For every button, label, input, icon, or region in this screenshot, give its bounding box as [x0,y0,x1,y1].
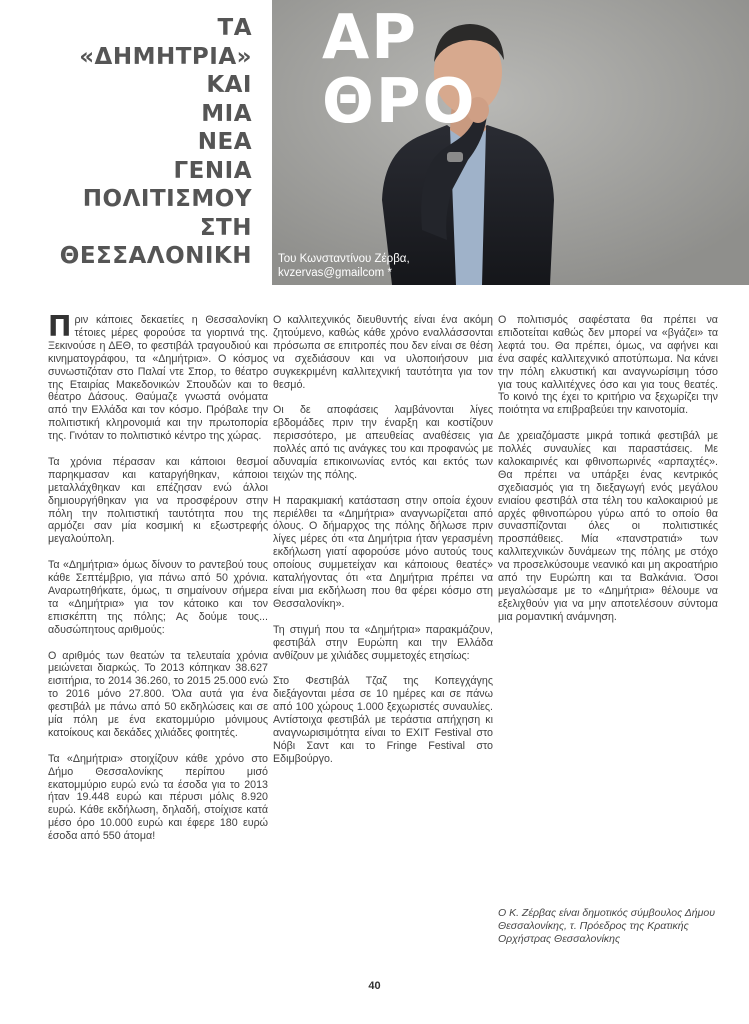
article-column-2 [273,314,493,779]
author-bio: Ο Κ. Ζέρβας είναι δημοτικός σύμβουλος Δήμου Θεσσαλονίκης, τ. Πρόεδρος της Κρατικής Ορχήστρας Θεσσαλονίκης [498,907,715,945]
paragraph: Στο Φεστιβάλ Τζαζ της Κοπεγχάγης διεξάγονται μέσα σε 10 ημέρες και σε πάνω από 100 χώρους 1.000 ξεχωριστές συναυλίες. Αντίστοιχα φεστιβάλ με τεράστια απήχηση κι αναγνωρισιμότητα είναι το EXIT Festival στο Νόβι Σαντ και το Fringe Festival στο Εδιμβούργο. [273,675,493,765]
paragraph: Ο καλλιτεχνικός διευθυντής είναι ένα ακόμη ζητούμενο, καθώς κάθε χρόνο εναλλάσσονται πρόσωπα σε επιτροπές που δεν είναι σε θέση να σχεδιάσουν και να υλοποιήσουν μια συγκεκριμένη καλλιτεχνική ταυτότητα για τον θεσμό. [273,314,493,391]
paragraph: Τα χρόνια πέρασαν και κάποιοι θεσμοί παρηκμασαν και καταργήθηκαν, κάποιοι μεταλλάχθηκαν και επέζησαν ενώ άλλοι δημιουργήθηκαν για να προσφέρουν στην πόλη την πολιτιστική ταυτότητα που της αρμόζει σαν μία κοσμική κι εξωστρεφής μεγαλούπολη. [48,455,268,546]
paragraph: Τα «Δημήτρια» όμως δίνουν το ραντεβού τους κάθε Σεπτέμβριο, για πάνω από 50 χρόνια. Αναρωτηθήκατε, όμως, τι σημαίνουν σήμερα τα «Δημήτρια» για τον κάτοικο και τον επισκέπτη της πόλης; Ας δούμε τους... αδυσώπητους αριθμούς: [48,559,268,636]
headline-line: ΚΑΙ [206,72,252,98]
article-headline [40,14,252,271]
headline-line: ΤΑ [217,15,252,41]
paragraph: Ο πολιτισμός σαφέστατα θα πρέπει να επιδοτείται καθώς δεν μπορεί να «βγάζει» τα λεφτά του. Θα πρέπει, όμως, να αφήνει και ένα σαφές καλλιτεχνικό αποτύπωμα. Να κάνει την πόλη ελκυστική και αναγνωρίσιμη τόσο για τους καλλιτέχνες όσο και για τους θεατές. Το κοινό της έχει το κριτήριο να ξεχωρίζει την ποιότητα να επιβραβεύει την καινοτομία. [498,314,718,417]
dropcap: Π [48,310,72,343]
paragraph: Τη στιγμή που τα «Δημήτρια» παρακμάζουν, φεστιβάλ στην Ευρώπη και την Ελλάδα ανθίζουν με χιλιάδες συμμετοχές ετησίως: [273,623,493,662]
author-email: kvzervas@gmailcom * [278,267,392,279]
paragraph: Οι δε αποφάσεις λαμβάνονται λίγες εβδομάδες πριν την έναρξη και κοστίζουν περισσότερο, με απευθείας αναθέσεις για πολλές από τις ανάγκες του και προφανώς με αδυναμία επικοινωνίας εντός και εκτός των τειχών της πόλης. [273,404,493,481]
paragraph-text: ριν κάποιες δεκαετίες η Θεσσαλονίκη τέτοιες μέρες φορούσε τα γιορτινά της. Ξεκινούσε η ΔΕΘ, το φεστιβάλ τραγουδιού και κινηματογράφου, τα «Δημήτρια». Ο κόσμος συνωστιζόταν στο Παλαί ντε Σπορ, το θέατρο της Εταιρίας Μακεδονικών Σπουδών και το θέατρο Δάσους. Θαύμαζε γνωστά ονόματα από την Ελλάδα και τον κόσμο. Πρόβαλε την πολιτιστική κληρονομιά και την πρωτοπορία της. Γινόταν το πολιτιστικό κέντρο της χώρας. [48,314,268,443]
author-credit [278,252,410,280]
section-tag-line: ΑΡ [322,2,418,73]
section-tag [322,2,482,137]
headline-line: ΜΙΑ [201,100,252,127]
paragraph: Ο αριθμός των θεατών τα τελευταία χρόνια μειώνεται διαρκώς. Το 2013 κόπηκαν 38.627 εισιτήρια, το 2014 36.260, το 2015 25.000 ενώ το 2016 μόνο 27.800. Όλα αυτά για ένα φεστιβάλ με πάνω από 50 εκδηλώσεις και σε μία πόλη με ένα εκατομμύριο μόνιμους κατοίκους και δεκάδες χιλιάδες φοιτητές. [48,649,268,739]
paragraph: Δε χρειαζόμαστε μικρά τοπικά φεστιβάλ με πολλές συναυλίες και παραστάσεις. Με καλοκαιρινές και φθινοπωρινές «αρπαχτές». Θα πρέπει να υπάρξει ένας κεντρικός σχεδιασμός για τη διεξαγωγή ενός μεγάλου ενιαίου φεστιβάλ στα τέλη του καλοκαιριού με αρχές φθινοπώρου γύρω από το οποίο θα συνασπίζονται όλες οι πολιτιστικές προσπάθειες. Μία «πανστρατιά» των καλλιτεχνικών δυνάμεων της πόλης με στόχο να προσελκύσουμε νεανικό και μη ακροατήριο από την Ευρώπη και τα Βαλκάνια. Όσοι μεγαλώσαμε με το «Δημήτρια» θέλουμε να εξελιχθούν για να μην αποτελέσουν σύντομα μια ρομαντική ανάμνηση. [498,430,718,623]
headline-line: ΣΤΗ [199,214,252,241]
headline-line: ΠΟΛΙΤΙΣΜΟΥ [82,186,252,212]
headline-line: ΘΕΣΣΑΛΟΝΙΚΗ [59,243,252,269]
article-column-3 [498,314,718,637]
headline-line: ΝΕΑ [197,129,252,155]
page-number: 40 [368,980,381,992]
author-name: Του Κωνσταντίνου Ζέρβα, [278,253,410,265]
article-column-1 [48,310,268,856]
section-tag-line: ΘΡΟ [322,66,477,137]
paragraph: Τα «Δημήτρια» στοιχίζουν κάθε χρόνο στο Δήμο Θεσσαλονίκης περίπου μισό εκατομμύριο ευρώ ενώ τα έσοδα για το 2013 ήταν 19.448 ευρώ και πέρυσι μόλις 8.920 ευρώ. Κάθε εκδήλωση, δηλαδή, στοίχισε κατά μέσο όρο 10.000 ευρώ και έφερε 180 ευρώ έσοδα από 550 άτομα! [48,752,268,843]
headline-line: ΓΕΝΙΑ [173,157,252,184]
paragraph [48,310,268,443]
headline-line: «ΔΗΜΗΤΡΙΑ» [79,43,252,70]
paragraph: Η παρακμιακή κατάσταση στην οποία έχουν περιέλθει τα «Δημήτρια» αναγνωρίζεται από όλους. Ο δήμαρχος της πόλης δήλωσε πριν λίγες μέρες ότι «τα Δημήτρια ήταν γερασμένη εκδήλωση γιατί αφορούσε μόνο αυτούς τους οποίους συμμετείχαν και κάποιους θεατές» καταλήγοντας ότι «τα Δημήτρια πρέπει να είναι μια εκδήλωση που θα φέρει κόσμο στη Θεσσαλονίκη». [273,494,493,610]
